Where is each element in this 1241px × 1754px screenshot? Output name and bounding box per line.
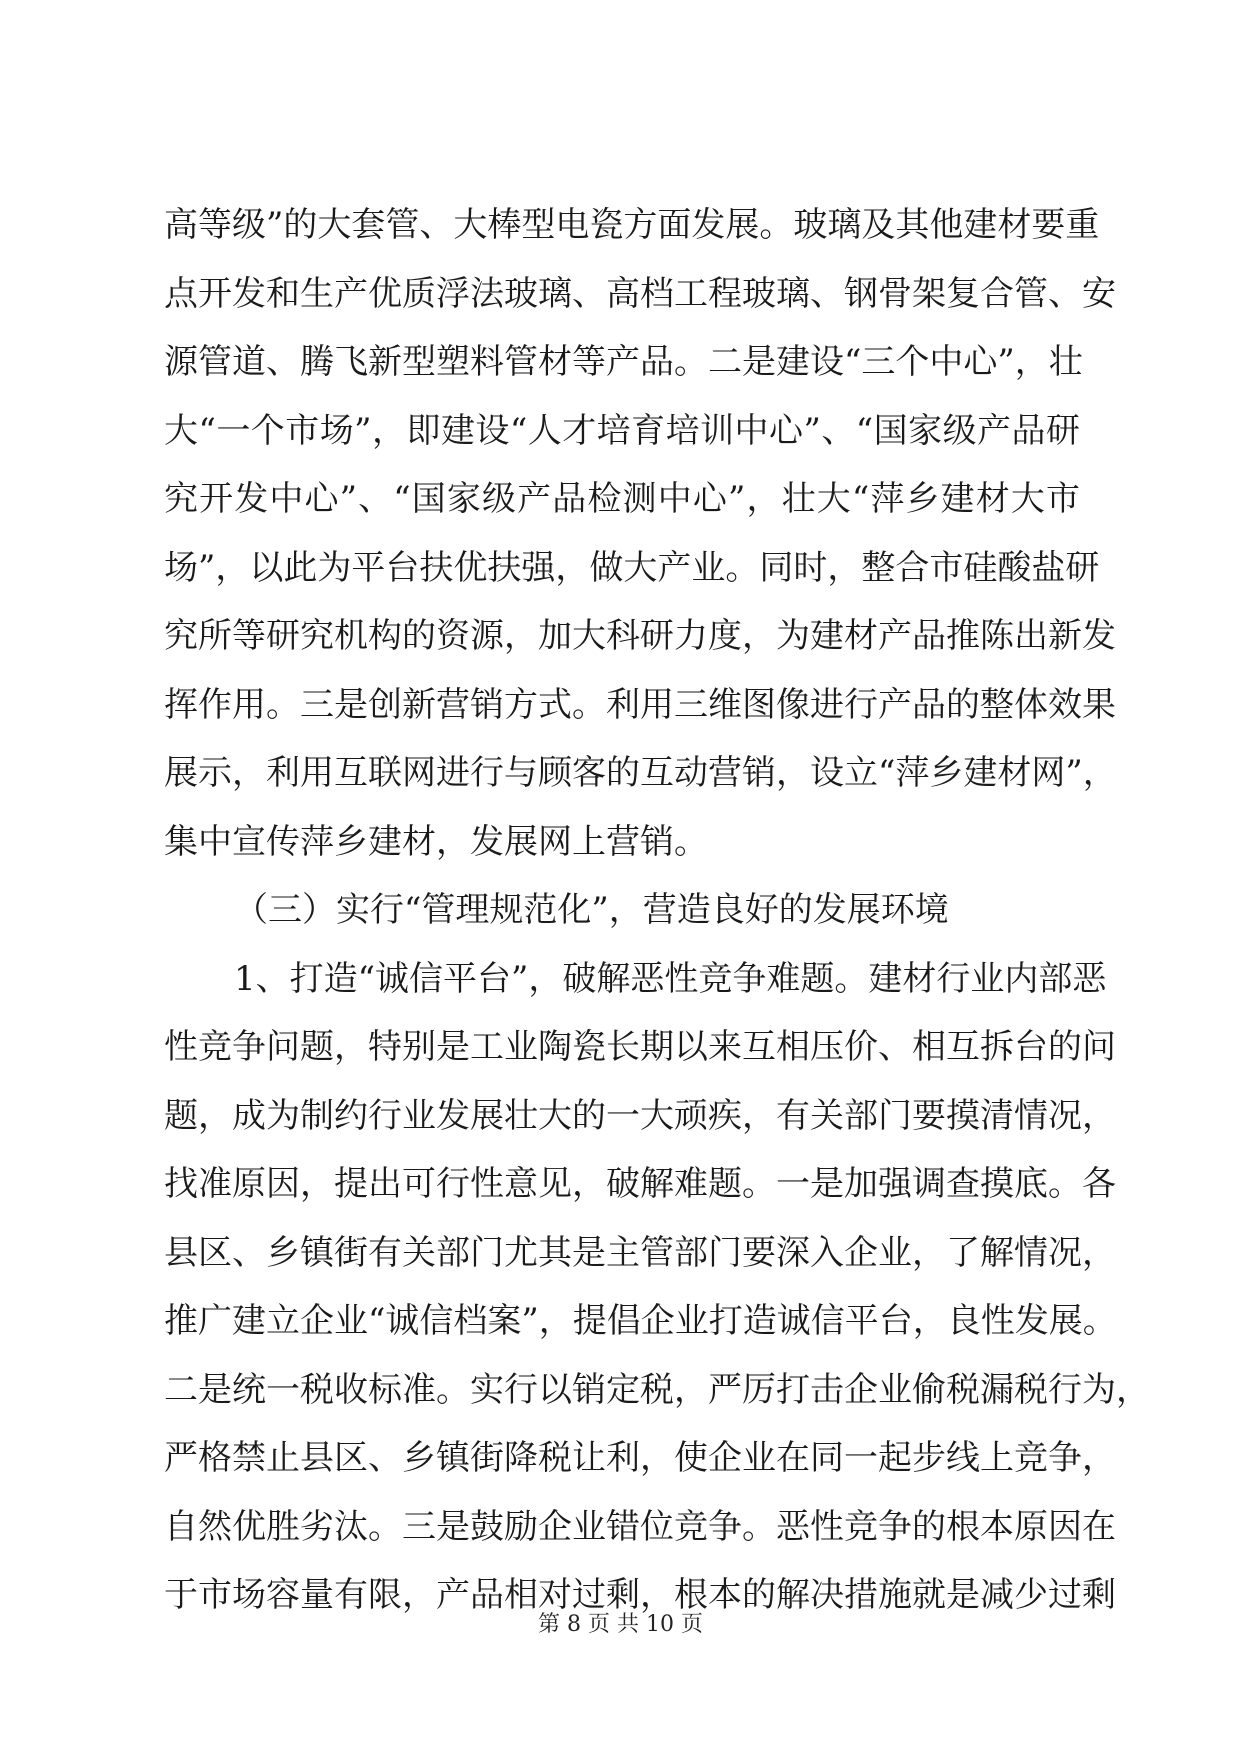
text-line: 源管道、腾飞新型塑料管材等产品。二是建设“三个中心”，壮 bbox=[164, 342, 1083, 382]
text-line: 大“一个市场”，即建设“人才培育培训中心”、“国家级产品研 bbox=[164, 411, 1080, 451]
page-number-footer: 第 8 页 共 10 页 bbox=[538, 1612, 703, 1637]
text-line: 究开发中心”、“国家级产品检测中心”，壮大“萍乡建材大市 bbox=[164, 479, 1080, 519]
text-line: 找准原因，提出可行性意见，破解难题。一是加强调查摸底。各 bbox=[164, 1164, 1116, 1204]
text-line: 展示，利用互联网进行与顾客的互动营销，设立“萍乡建材网”， bbox=[164, 753, 1117, 793]
text-line: 题，成为制约行业发展壮大的一大顽疾，有关部门要摸清情况， bbox=[164, 1096, 1116, 1136]
text-line: 推广建立企业“诚信档案”，提倡企业打造诚信平台，良性发展。 bbox=[164, 1301, 1117, 1341]
text-line: 县区、乡镇街有关部门尤其是主管部门要深入企业，了解情况， bbox=[164, 1233, 1116, 1273]
text-line: 高等级”的大套管、大棒型电瓷方面发展。玻璃及其他建材要重 bbox=[164, 205, 1100, 245]
text-line: 性竞争问题，特别是工业陶瓷长期以来互相压价、相互拆台的问 bbox=[164, 1027, 1116, 1067]
text-line: 挥作用。三是创新营销方式。利用三维图像进行产品的整体效果 bbox=[164, 685, 1116, 725]
text-line: 集中宣传萍乡建材，发展网上营销。 bbox=[164, 822, 708, 862]
text-line: 场”，以此为平台扶优扶强，做大产业。同时，整合市硅酸盐研 bbox=[164, 548, 1100, 588]
text-line: 二是统一税收标准。实行以销定税，严厉打击企业偷税漏税行为， bbox=[164, 1370, 1150, 1410]
text-line: 点开发和生产优质浮法玻璃、高档工程玻璃、钢骨架复合管、安 bbox=[164, 274, 1116, 314]
text-line: 自然优胜劣汰。三是鼓励企业错位竞争。恶性竞争的根本原因在 bbox=[164, 1507, 1116, 1547]
section-heading: （三）实行“管理规范化”，营造良好的发展环境 bbox=[234, 890, 949, 930]
text-line: 严格禁止县区、乡镇街降税让利，使企业在同一起步线上竞争， bbox=[164, 1438, 1116, 1478]
text-line: 究所等研究机构的资源，加大科研力度，为建材产品推陈出新发 bbox=[164, 616, 1116, 656]
text-line: 于市场容量有限，产品相对过剩，根本的解决措施就是减少过剩 bbox=[164, 1575, 1116, 1615]
paragraph-first-line: 1、打造“诚信平台”，破解恶性竞争难题。建材行业内部恶 bbox=[234, 959, 1107, 999]
